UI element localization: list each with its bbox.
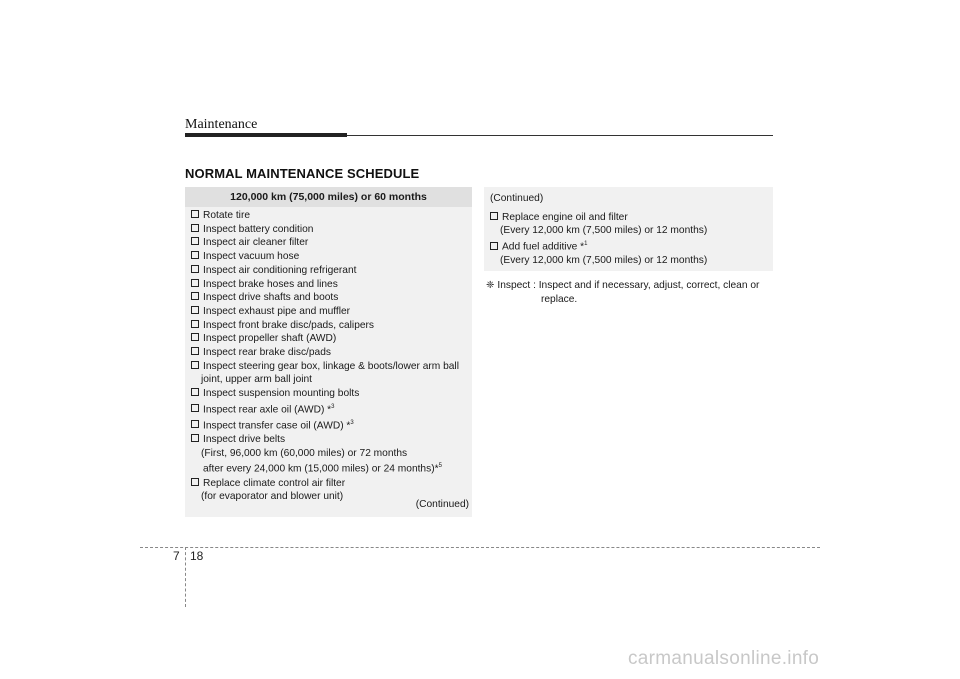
continued-label: (Continued) [415, 499, 469, 510]
item-text: Inspect air conditioning refrigerant [203, 264, 357, 276]
note-text-line2: replace. [541, 293, 578, 305]
item-text: Inspect suspension mounting bolts [203, 388, 360, 400]
list-item [191, 264, 469, 278]
footnote-marker: 3 [350, 419, 354, 426]
item-text: Inspect drive shafts and boots [203, 292, 339, 304]
list-item [191, 433, 469, 447]
item-text: Inspect exhaust pipe and muffler [203, 305, 351, 317]
list-item [490, 238, 770, 254]
chapter-number: 7 [173, 549, 180, 563]
item-text: after every 24,000 km (15,000 miles) or 24 months)* [203, 463, 439, 475]
page-number: 18 [190, 549, 204, 563]
list-item [191, 250, 469, 264]
schedule-panel-heading: 120,000 km (75,000 miles) or 60 months [185, 187, 472, 207]
list-item [191, 360, 469, 374]
checkbox-icon [191, 224, 199, 232]
checkbox-icon [191, 404, 199, 412]
item-text: Inspect rear brake disc/pads [203, 347, 331, 359]
schedule-item-list [191, 209, 469, 504]
item-text-continued: (for evaporator and blower unit) [201, 491, 344, 503]
checkbox-icon [191, 388, 199, 396]
section-title: NORMAL MAINTENANCE SCHEDULE [185, 166, 420, 181]
list-item [191, 346, 469, 360]
checkbox-icon [191, 251, 199, 259]
item-text: Replace engine oil and filter [502, 211, 628, 223]
schedule-panel-120000 [185, 187, 472, 517]
item-text-continued: (First, 96,000 km (60,000 miles) or 72 months [201, 447, 408, 459]
checkbox-icon [490, 212, 498, 220]
item-text-continued [191, 460, 469, 476]
checkbox-icon [191, 347, 199, 355]
watermark: carmanualsonline.info [628, 648, 820, 669]
item-text: Inspect steering gear box, linkage & boots/lower arm ball [203, 360, 459, 372]
header-title: Maintenance [185, 117, 258, 132]
item-text: Inspect transfer case oil (AWD) * [203, 420, 351, 432]
checkbox-icon [191, 237, 199, 245]
item-text: Inspect drive belts [203, 434, 286, 446]
item-text: Add fuel additive * [502, 241, 585, 253]
list-item [490, 211, 770, 225]
checkbox-icon [191, 279, 199, 287]
item-text: Inspect brake hoses and lines [203, 278, 338, 290]
checkbox-icon [191, 265, 199, 273]
item-text: Inspect propeller shaft (AWD) [203, 333, 337, 345]
checkbox-icon [191, 210, 199, 218]
item-text: Inspect front brake disc/pads, calipers [203, 319, 375, 331]
checkbox-icon [191, 420, 199, 428]
checkbox-icon [191, 361, 199, 369]
checkbox-icon [191, 333, 199, 341]
note-text-line1: Inspect : Inspect and if necessary, adjust, correct, clean or [497, 280, 760, 291]
list-item [191, 332, 469, 346]
footer-divider [185, 547, 186, 607]
checkbox-icon [191, 320, 199, 328]
list-item [191, 209, 469, 223]
header-rule-accent [185, 133, 347, 137]
checkbox-icon [191, 292, 199, 300]
list-item [191, 417, 469, 433]
item-text: Inspect rear axle oil (AWD) * [203, 404, 332, 416]
list-item [191, 319, 469, 333]
footer-rule [140, 547, 820, 548]
item-text: Inspect air cleaner filter [203, 237, 309, 249]
note-symbol-icon: ❈ [486, 280, 495, 291]
checkbox-icon [191, 478, 199, 486]
footnote-marker: 1 [584, 241, 588, 248]
list-item [191, 387, 469, 401]
item-text: Replace climate control air filter [203, 477, 346, 489]
footnote-marker: 3 [331, 403, 335, 410]
footnote-marker: 5 [438, 463, 442, 470]
item-text: Rotate tire [203, 210, 250, 221]
list-item [191, 477, 469, 491]
item-text: Inspect battery condition [203, 223, 314, 235]
inspect-note [486, 279, 773, 306]
checkbox-icon [191, 434, 199, 442]
item-text-continued: joint, upper arm ball joint [201, 374, 312, 386]
checkbox-icon [490, 242, 498, 250]
schedule-panel-continued [484, 187, 773, 271]
list-item [191, 223, 469, 237]
checkbox-icon [191, 306, 199, 314]
continued-label: (Continued) [490, 193, 544, 204]
schedule-item-list [490, 211, 770, 268]
item-text: Inspect vacuum hose [203, 251, 300, 263]
list-item [191, 236, 469, 250]
list-item [191, 278, 469, 292]
list-item [191, 305, 469, 319]
item-text-continued: (Every 12,000 km (7,500 miles) or 12 months) [500, 255, 708, 267]
list-item [191, 401, 469, 417]
item-text-continued: (Every 12,000 km (7,500 miles) or 12 months) [500, 225, 708, 237]
list-item [191, 291, 469, 305]
